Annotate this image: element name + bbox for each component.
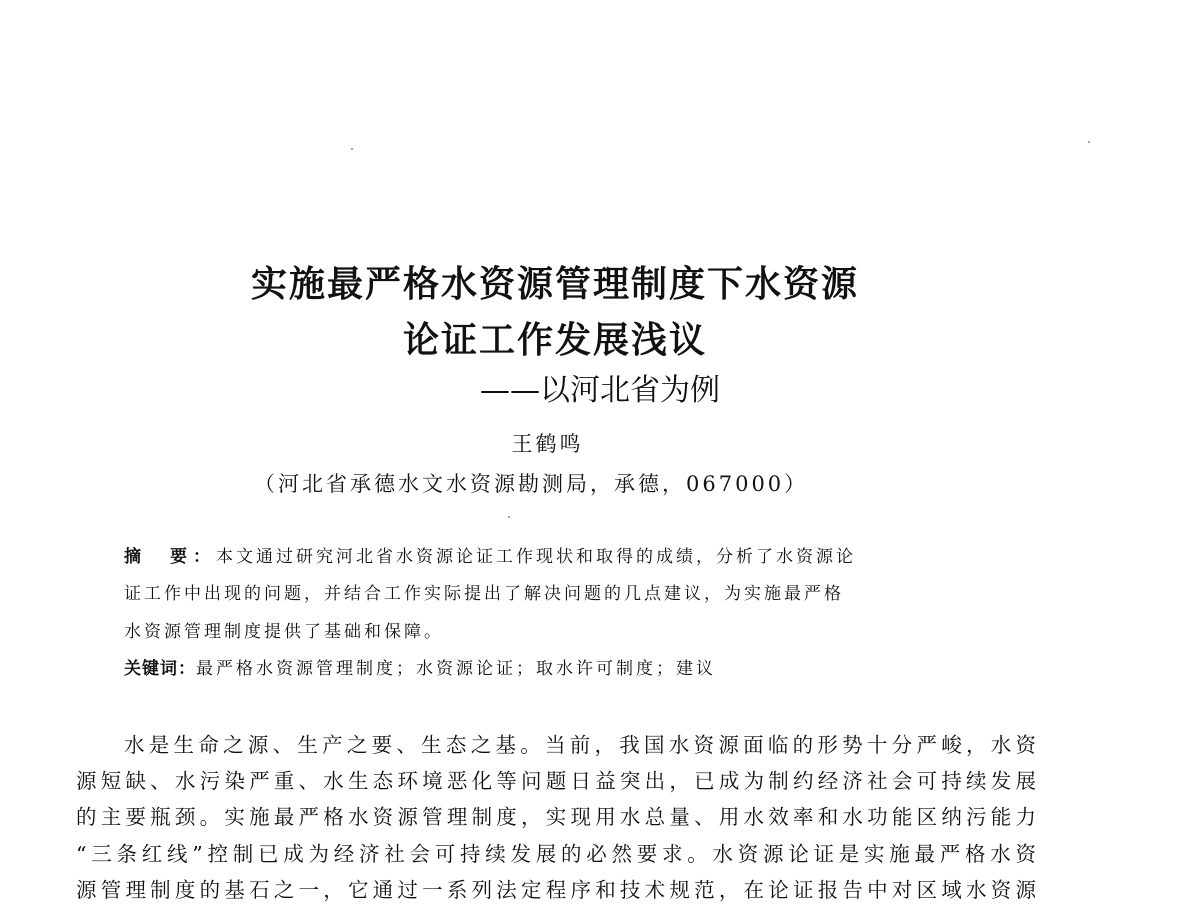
author-name: 王鹤鸣	[511, 432, 584, 456]
body-line-5: 源管理制度的基石之一，它通过一系列法定程序和技术规范，在论证报告中对区域水资源	[76, 878, 1036, 902]
body-line-2: 源短缺、水污染严重、水生态环境恶化等问题日益突出，已成为制约经济社会可持续发展	[76, 769, 1036, 793]
scan-speck	[508, 516, 510, 518]
abstract-line-2: 证工作中出现的问题，并结合工作实际提出了解决问题的几点建议，为实施最严格	[124, 584, 844, 604]
scan-speck	[1088, 141, 1090, 143]
abstract-text: 本文通过研究河北省水资源论证工作现状和取得的成绩，分析了水资源论	[216, 547, 856, 567]
title-line-2: 论证工作发展浅议	[402, 320, 707, 361]
scan-speck	[351, 148, 353, 150]
keywords-label: 关键词：	[124, 659, 196, 679]
body-line-1: 水是生命之源、生产之要、生态之基。当前，我国水资源面临的形势十分严峻，水资	[124, 733, 1036, 757]
body-line-3: 的主要瓶颈。实施最严格水资源管理制度，实现用水总量、用水效率和水功能区纳污能力	[76, 805, 1036, 829]
abstract-label: 摘 要：	[124, 547, 216, 567]
abstract-line-3: 水资源管理制度提供了基础和保障。	[124, 622, 444, 642]
keywords-line	[124, 657, 716, 681]
subtitle: ——以河北省为例	[480, 373, 720, 408]
body-line-4: “三条红线”控制已成为经济社会可持续发展的必然要求。水资源论证是实施最严格水资	[76, 842, 1036, 866]
abstract-line-1	[124, 545, 856, 569]
title-line-1: 实施最严格水资源管理制度下水资源	[250, 264, 859, 305]
keywords-text: 最严格水资源管理制度；水资源论证；取水许可制度；建议	[196, 659, 716, 679]
author-affiliation: （河北省承德水文水资源勘测局，承德，067000）	[254, 472, 809, 496]
